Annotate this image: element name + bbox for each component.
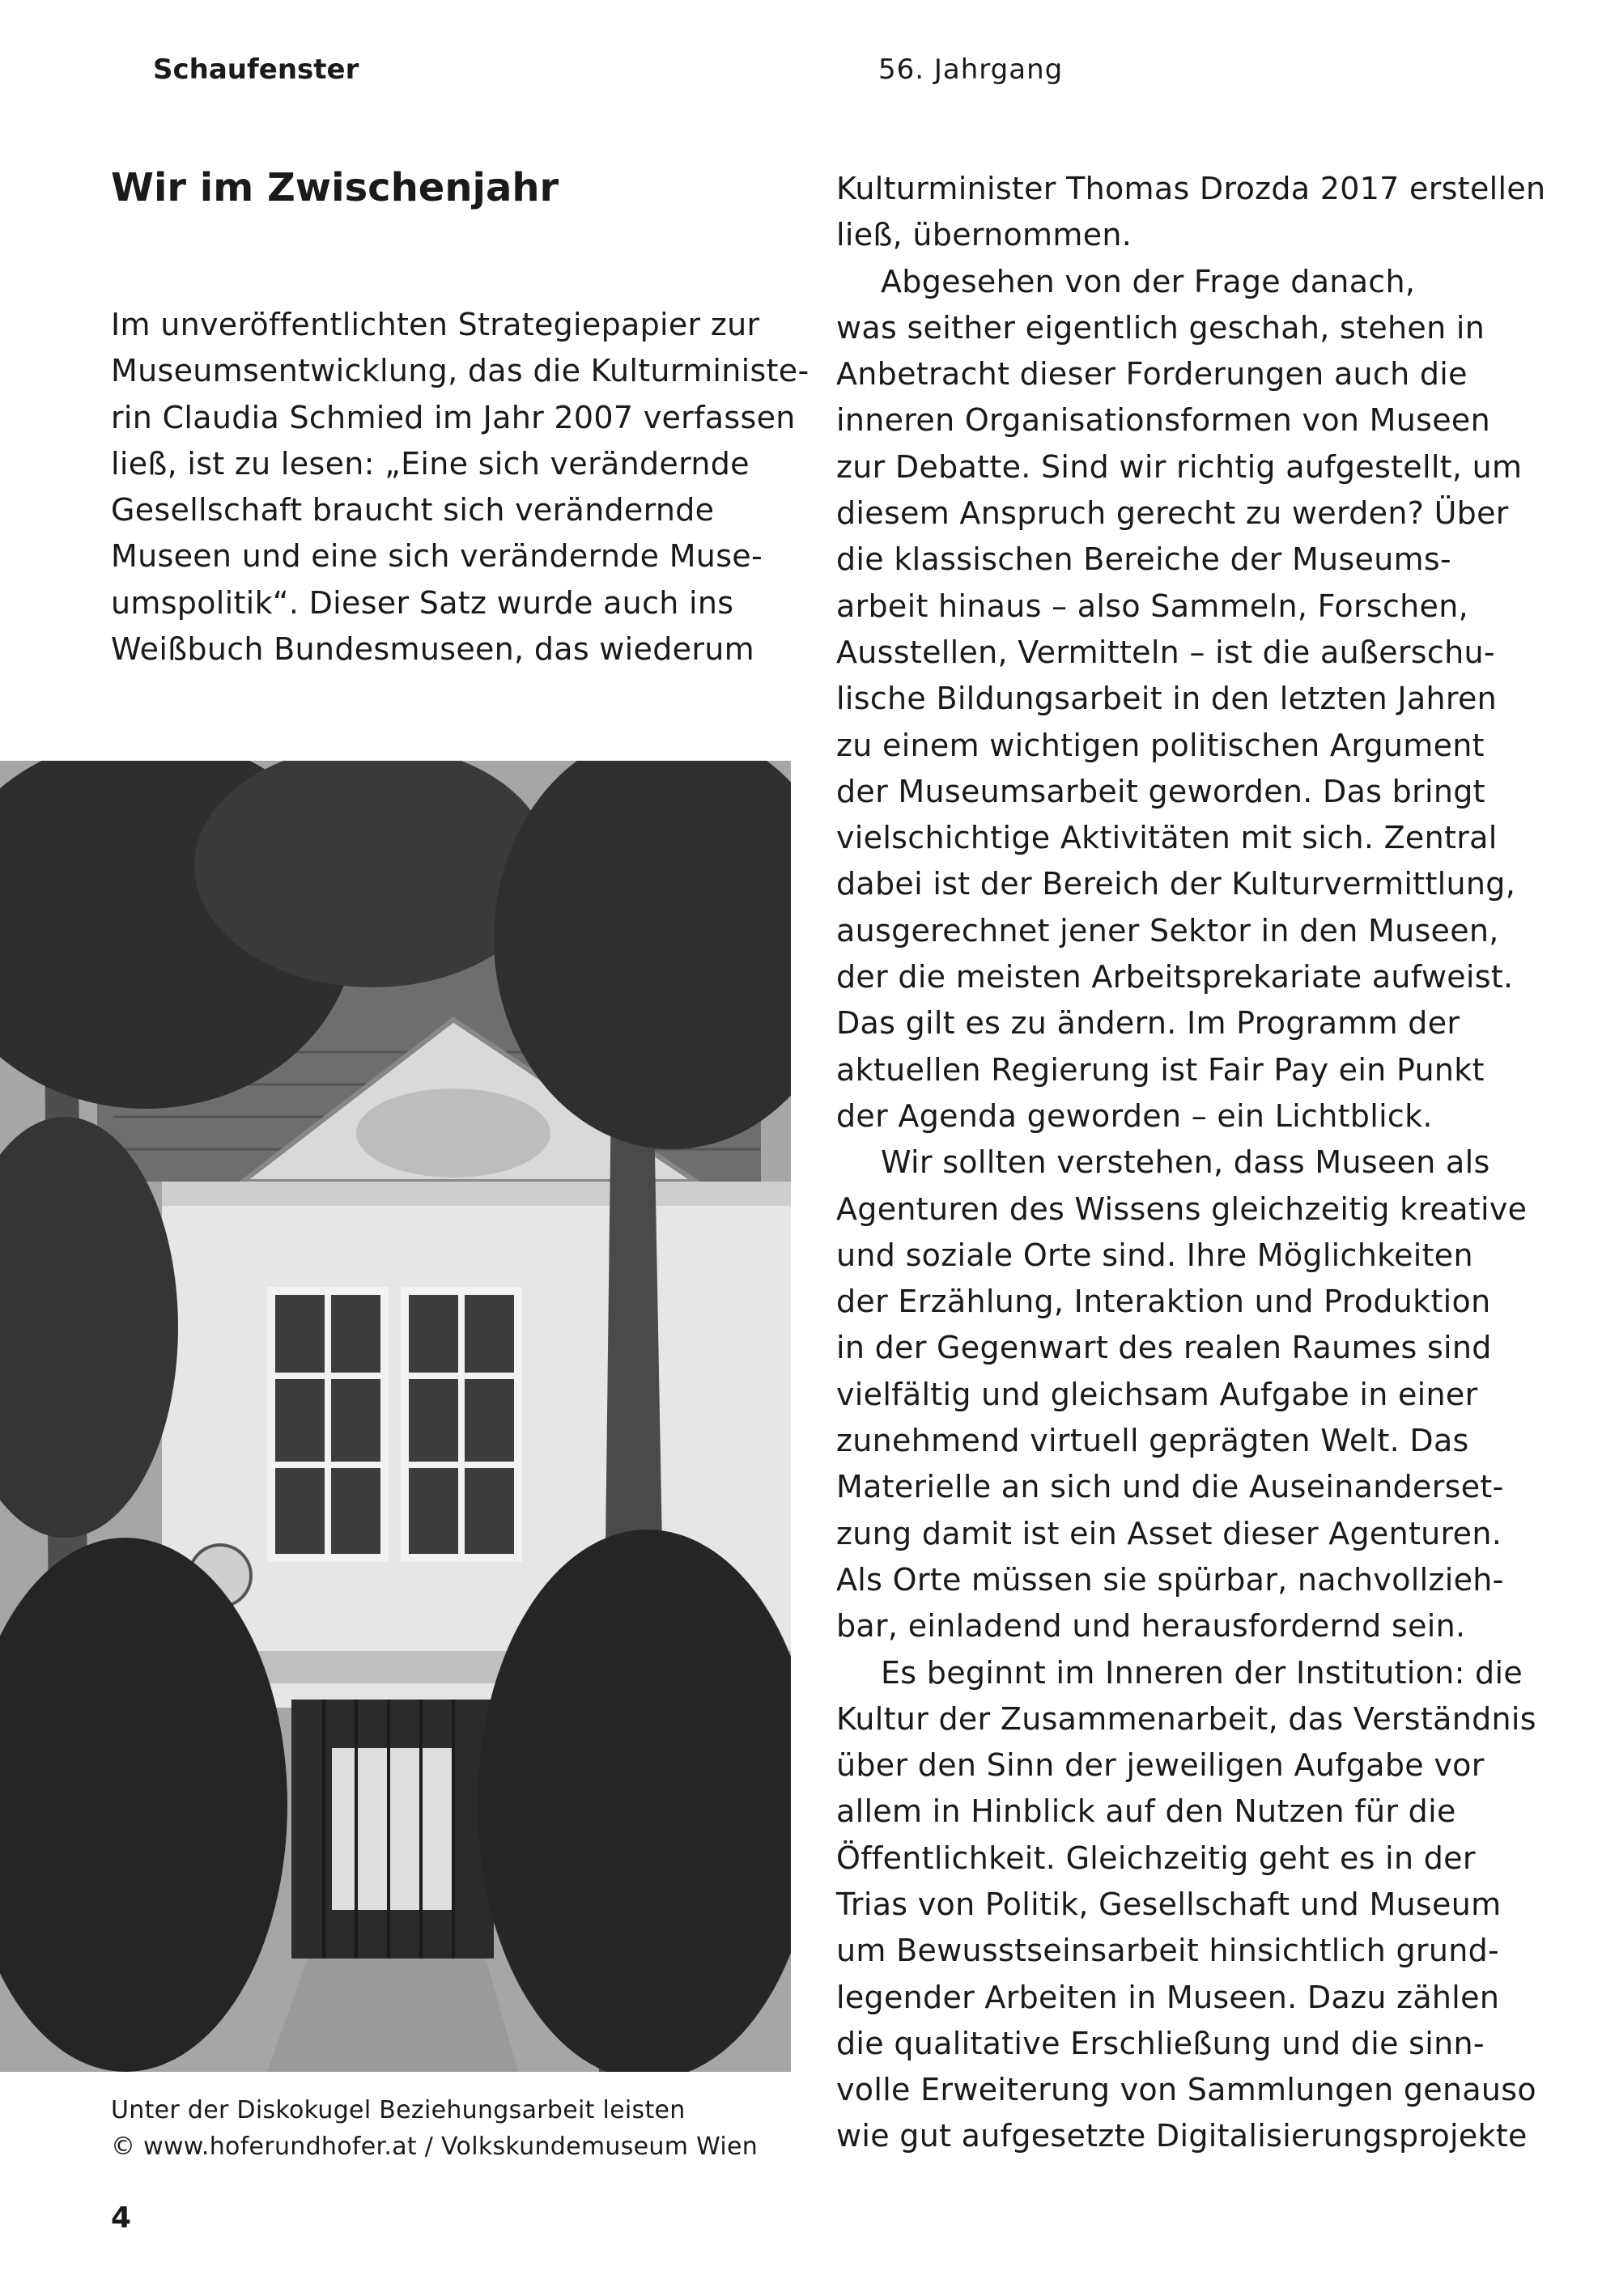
text-line: umspolitik“. Dieser Satz wurde auch ins [111, 584, 734, 621]
text-line: zunehmend virtuell geprägten Welt. Das [836, 1423, 1469, 1459]
caption-text: Unter der Diskokugel Beziehungsarbeit leisten [111, 2096, 686, 2124]
text-line: Kultur der Zusammenarbeit, das Verständnis [836, 1700, 1536, 1737]
text-line: Ausstellen, Vermitteln – ist die außerschu- [836, 634, 1495, 670]
text-line: Gesellschaft braucht sich verändernde [111, 492, 715, 528]
text-line: was seither eigentlich geschah, stehen in [836, 309, 1485, 346]
page-number: 4 [111, 2201, 132, 2234]
text-line: Wir sollten verstehen, dass Museen als [881, 1144, 1490, 1181]
text-line: der Erzählung, Interaktion und Produktion [836, 1284, 1491, 1320]
text-line: vielfältig und gleichsam Aufgabe in einer [836, 1376, 1478, 1412]
text-line: die qualitative Erschließung und die sinn- [836, 2025, 1485, 2061]
text-line: ließ, übernommen. [836, 217, 1132, 253]
text-line: ließ, ist zu lesen: „Eine sich verändernde [111, 445, 750, 482]
text-line: Trias von Politik, Gesellschaft und Museum [836, 1886, 1502, 1922]
text-line: vielschichtige Aktivitäten mit sich. Zentral [836, 820, 1498, 856]
running-header-issue: 56. Jahrgang [878, 53, 1064, 86]
right-column-text [836, 166, 1546, 2160]
photo-caption [111, 2092, 758, 2165]
text-line: über den Sinn der jeweiligen Aufgabe vor [836, 1747, 1485, 1784]
text-line: lische Bildungsarbeit in den letzten Jahren [836, 681, 1498, 717]
text-line: legender Arbeiten in Museen. Dazu zählen [836, 1979, 1500, 2015]
caption-credit: © www.hoferundhofer.at / Volkskundemuseum Wien [111, 2133, 759, 2161]
text-line: Materielle an sich und die Auseinanderset- [836, 1469, 1504, 1505]
text-line: Das gilt es zu ändern. Im Programm der [836, 1005, 1460, 1042]
text-line: aktuellen Regierung ist Fair Pay ein Punkt [836, 1051, 1485, 1088]
text-line: in der Gegenwart des realen Raumes sind [836, 1330, 1492, 1366]
text-line: arbeit hinaus – also Sammeln, Forschen, [836, 588, 1468, 624]
text-line: diesem Anspruch gerecht zu werden? Über [836, 495, 1509, 532]
running-header-section: Schaufenster [153, 53, 359, 86]
text-line: volle Erweiterung von Sammlungen genauso [836, 2072, 1536, 2108]
text-line: um Bewusstseinsarbeit hinsichtlich grund- [836, 1933, 1500, 1969]
text-line: inneren Organisationsformen von Museen [836, 402, 1490, 439]
museum-garden-photo [0, 761, 791, 2072]
text-line: zur Debatte. Sind wir richtig aufgestellt, um [836, 448, 1523, 485]
text-line: und soziale Orte sind. Ihre Möglichkeiten [836, 1237, 1473, 1273]
text-line: Kulturminister Thomas Drozda 2017 erstellen [836, 171, 1546, 206]
text-line: Als Orte müssen sie spürbar, nachvollzieh- [836, 1561, 1504, 1598]
text-line: rin Claudia Schmied im Jahr 2007 verfassen [111, 399, 796, 435]
text-line: zung damit ist ein Asset dieser Agenturen. [836, 1515, 1502, 1551]
left-column-text [111, 302, 810, 673]
text-line: ausgerechnet jener Sektor in den Museen, [836, 912, 1499, 949]
text-line: der Museumsarbeit geworden. Das bringt [836, 773, 1485, 809]
article-title: Wir im Zwischenjahr [111, 165, 559, 210]
text-line: dabei ist der Bereich der Kulturvermittlung, [836, 866, 1516, 902]
text-line: Museen und eine sich verändernde Muse- [111, 538, 763, 575]
text-line: Im unveröffentlichten Strategiepapier zur [111, 307, 760, 342]
text-line: bar, einladend und herausfordernd sein. [836, 1608, 1466, 1645]
text-line: der Agenda geworden – ein Lichtblick. [836, 1097, 1433, 1134]
text-line: Abgesehen von der Frage danach, [881, 263, 1416, 299]
text-line: Es beginnt im Inneren der Institution: die [881, 1654, 1523, 1691]
text-line: der die meisten Arbeitsprekariate aufweist. [836, 959, 1514, 995]
text-line: Museumsentwicklung, das die Kulturministe- [111, 353, 810, 389]
text-line: allem in Hinblick auf den Nutzen für die [836, 1793, 1456, 1830]
text-line: die klassischen Bereiche der Museums- [836, 541, 1452, 578]
text-line: Agenturen des Wissens gleichzeitig kreative [836, 1190, 1528, 1227]
text-line: Anbetracht dieser Forderungen auch die [836, 356, 1468, 393]
text-line: wie gut aufgesetzte Digitalisierungsprojekte [836, 2118, 1528, 2154]
text-line: Weißbuch Bundesmuseen, das wiederum [111, 631, 754, 668]
text-line: Öffentlichkeit. Gleichzeitig geht es in der [836, 1840, 1476, 1876]
text-line: zu einem wichtigen politischen Argument [836, 727, 1485, 763]
